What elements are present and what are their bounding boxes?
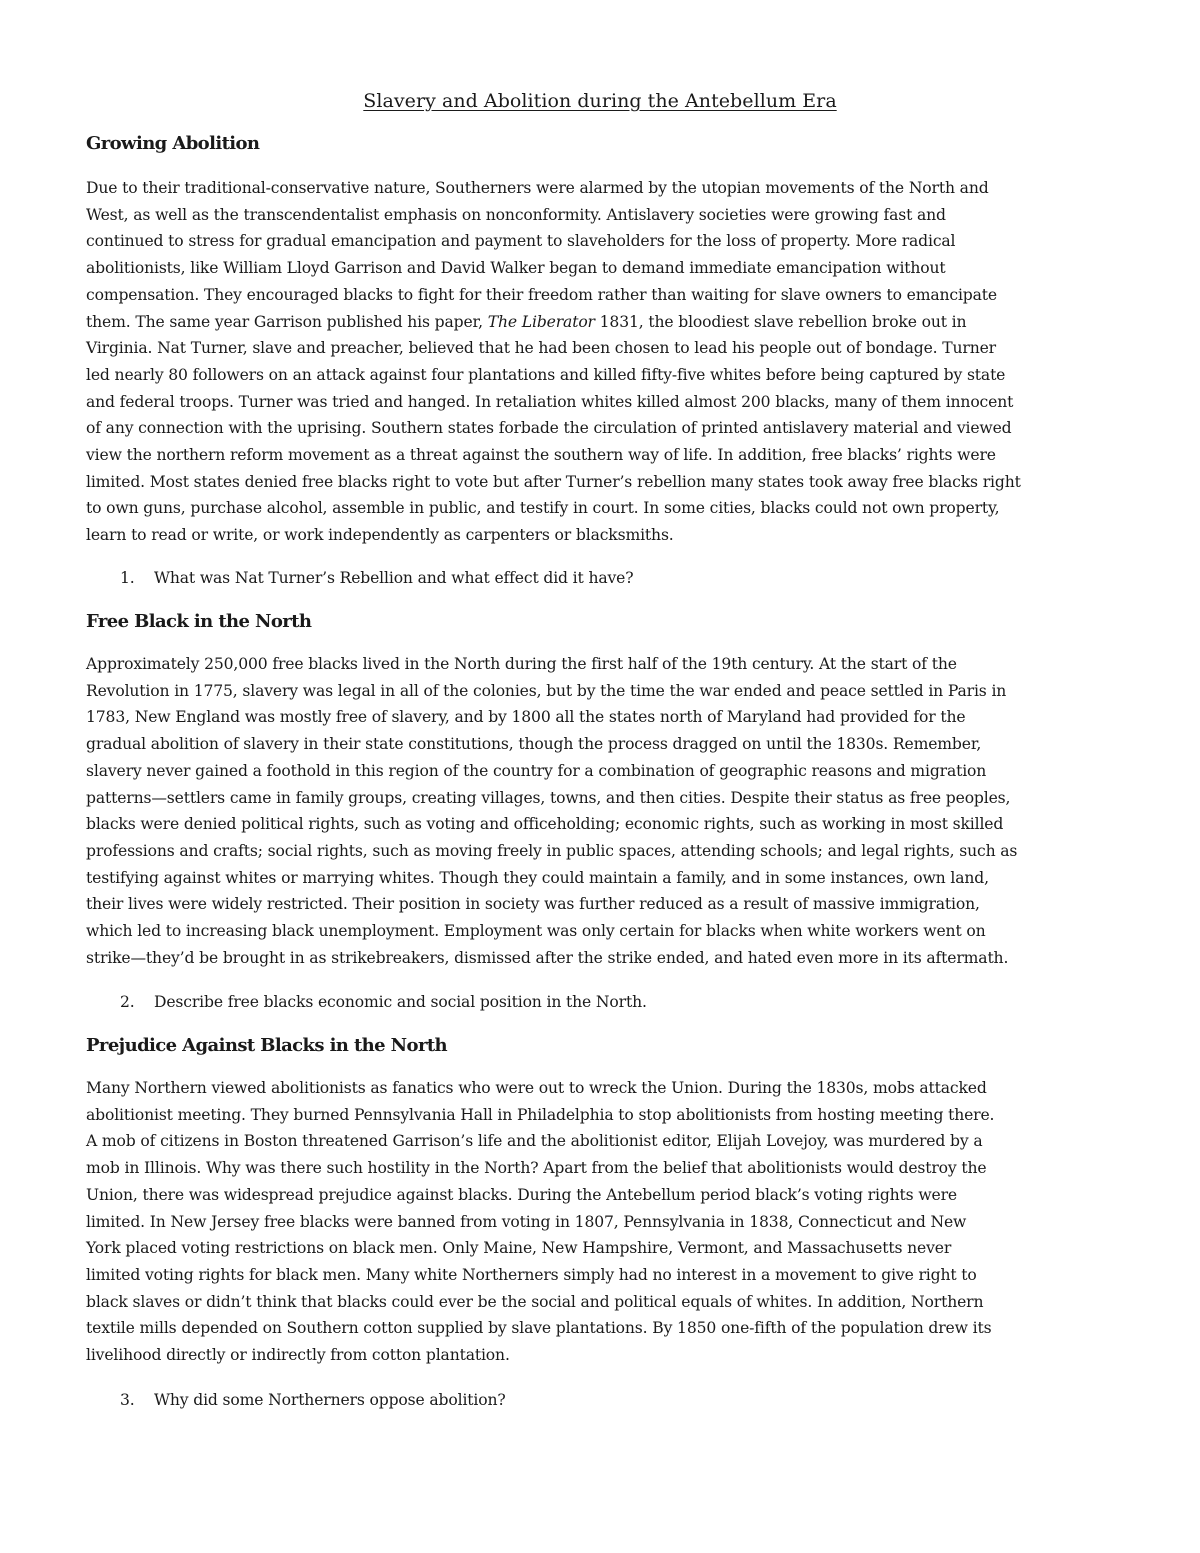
question-number: 2. [120,993,135,1011]
paragraph-line: blacks were denied political rights, such as voting and officeholding; economic rights, such as working in most skilled [86,815,1004,834]
paragraph-line: and federal troops. Turner was tried and hanged. In retaliation whites killed almost 200 blacks, many of them innocent [86,392,1014,411]
paragraph-line: compensation. They encouraged blacks to fight for their freedom rather than waiting for slave owners to emancipate [86,285,997,304]
paragraph-line: York placed voting restrictions on black men. Only Maine, New Hampshire, Vermont, and Massachusetts never [86,1239,952,1258]
question-number: 1. [120,569,135,587]
newspaper-title-liberator: The Liberator [487,312,595,331]
paragraph-line: limited. Most states denied free blacks right to vote but after Turner’s rebellion many states took away free blacks right [86,472,1021,491]
paragraph-line: continued to stress for gradual emancipation and payment to slaveholders for the loss of property. More radical [86,232,956,251]
question-text: What was Nat Turner’s Rebellion and what effect did it have? [154,569,634,587]
paragraph-line: view the northern reform movement as a threat against the southern way of life. In addition, free blacks’ rights were [86,446,996,465]
liberator-text-before: them. The same year Garrison published his paper, [86,312,488,331]
paragraph-line: livelihood directly or indirectly from cotton plantation. [86,1346,510,1365]
paragraph-line: testifying against whites or marrying whites. Though they could maintain a family, and in some instances, own land, [86,868,989,887]
paragraph-line: Many Northern viewed abolitionists as fanatics who were out to wreck the Union. During the 1830s, mobs attacked [86,1079,987,1097]
paragraph-line: of any connection with the uprising. Southern states forbade the circulation of printed antislavery material and viewed [86,419,1012,438]
document-title: Slavery and Abolition during the Antebellum Era [363,90,837,112]
question-number: 3. [120,1391,135,1409]
liberator-text-after: 1831, the bloodiest slave rebellion broke out in [594,312,967,331]
paragraph-line: patterns—settlers came in family groups, creating villages, towns, and then cities. Despite their status as free peoples, [86,788,1011,807]
paragraph-line: textile mills depended on Southern cotton supplied by slave plantations. By 1850 one-fifth of the population drew its [86,1319,992,1338]
paragraph-line: abolitionist meeting. They burned Pennsylvania Hall in Philadelphia to stop abolitionists from hosting meeting there. [86,1105,995,1124]
paragraph-line: slavery never gained a foothold in this region of the country for a combination of geographic reasons and migration [86,761,987,780]
paragraph-line: mob in Illinois. Why was there such hostility in the North? Apart from the belief that abolitionists would destroy the [86,1159,987,1178]
question-text: Why did some Northerners oppose abolition? [154,1391,506,1409]
paragraph-line: limited. In New Jersey free blacks were banned from voting in 1807, Pennsylvania in 1838, Connecticut and New [86,1212,967,1231]
paragraph-line: professions and crafts; social rights, such as moving freely in public spaces, attending schools; and legal rights, such as [86,841,1018,860]
paragraph-line: to own guns, purchase alcohol, assemble in public, and testify in court. In some cities, blacks could not own property, [86,499,1000,518]
section-heading-free-black: Free Black in the North [86,611,312,632]
paragraph-line: their lives were widely restricted. Their position in society was further reduced as a result of massive immigration, [86,895,980,914]
paragraph-line: 1783, New England was mostly free of slavery, and by 1800 all the states north of Maryland had provided for the [86,708,966,727]
paragraph-line: abolitionists, like William Lloyd Garrison and David Walker began to demand immediate emancipation without [86,259,946,278]
paragraph-free-black [86,651,1116,971]
question-text: Describe free blacks economic and social position in the North. [154,993,647,1011]
paragraph-line: led nearly 80 followers on an attack against four plantations and killed fifty-five whites before being captured by state [86,365,1006,384]
paragraph-line: strike—they’d be brought in as strikebreakers, dismissed after the strike ended, and hated even more in its aftermath. [86,948,1009,967]
paragraph-line: Union, there was widespread prejudice against blacks. During the Antebellum period black’s voting rights were [86,1185,957,1204]
paragraph-line: black slaves or didn’t think that blacks could ever be the social and political equals of whites. In addition, Northern [86,1292,984,1311]
paragraph-prejudice [86,1075,1116,1369]
paragraph-line: Approximately 250,000 free blacks lived in the North during the first half of the 19th century. At the start of the [86,655,957,673]
paragraph-line: A mob of citizens in Boston threatened Garrison’s life and the abolitionist editor, Elijah Lovejoy, was murdered by a [86,1132,983,1151]
paragraph-line: learn to read or write, or work independently as carpenters or blacksmiths. [86,526,674,545]
paragraph-line: Virginia. Nat Turner, slave and preacher, believed that he had been chosen to lead his people out of bondage. Turner [86,339,996,358]
paragraph-growing-abolition [86,175,1116,549]
paragraph-line: limited voting rights for black men. Many white Northerners simply had no interest in a movement to give right to [86,1265,977,1284]
paragraph-line-liberator [86,309,1116,336]
paragraph-line: Revolution in 1775, slavery was legal in all of the colonies, but by the time the war ended and peace settled in Paris in [86,681,1007,700]
paragraph-line: Due to their traditional-conservative nature, Southerners were alarmed by the utopian movements of the North and [86,179,989,197]
paragraph-line: which led to increasing black unemployment. Employment was only certain for blacks when white workers went on [86,922,986,941]
paragraph-line: gradual abolition of slavery in their state constitutions, though the process dragged on until the 1830s. Remember, [86,735,982,754]
section-heading-prejudice: Prejudice Against Blacks in the North [86,1035,448,1056]
question-1 [120,565,633,591]
question-3 [120,1387,506,1413]
section-heading-growing-abolition: Growing Abolition [86,133,260,154]
question-2 [120,989,647,1015]
paragraph-line: West, as well as the transcendentalist emphasis on nonconformity. Antislavery societies were growing fast and [86,205,946,224]
